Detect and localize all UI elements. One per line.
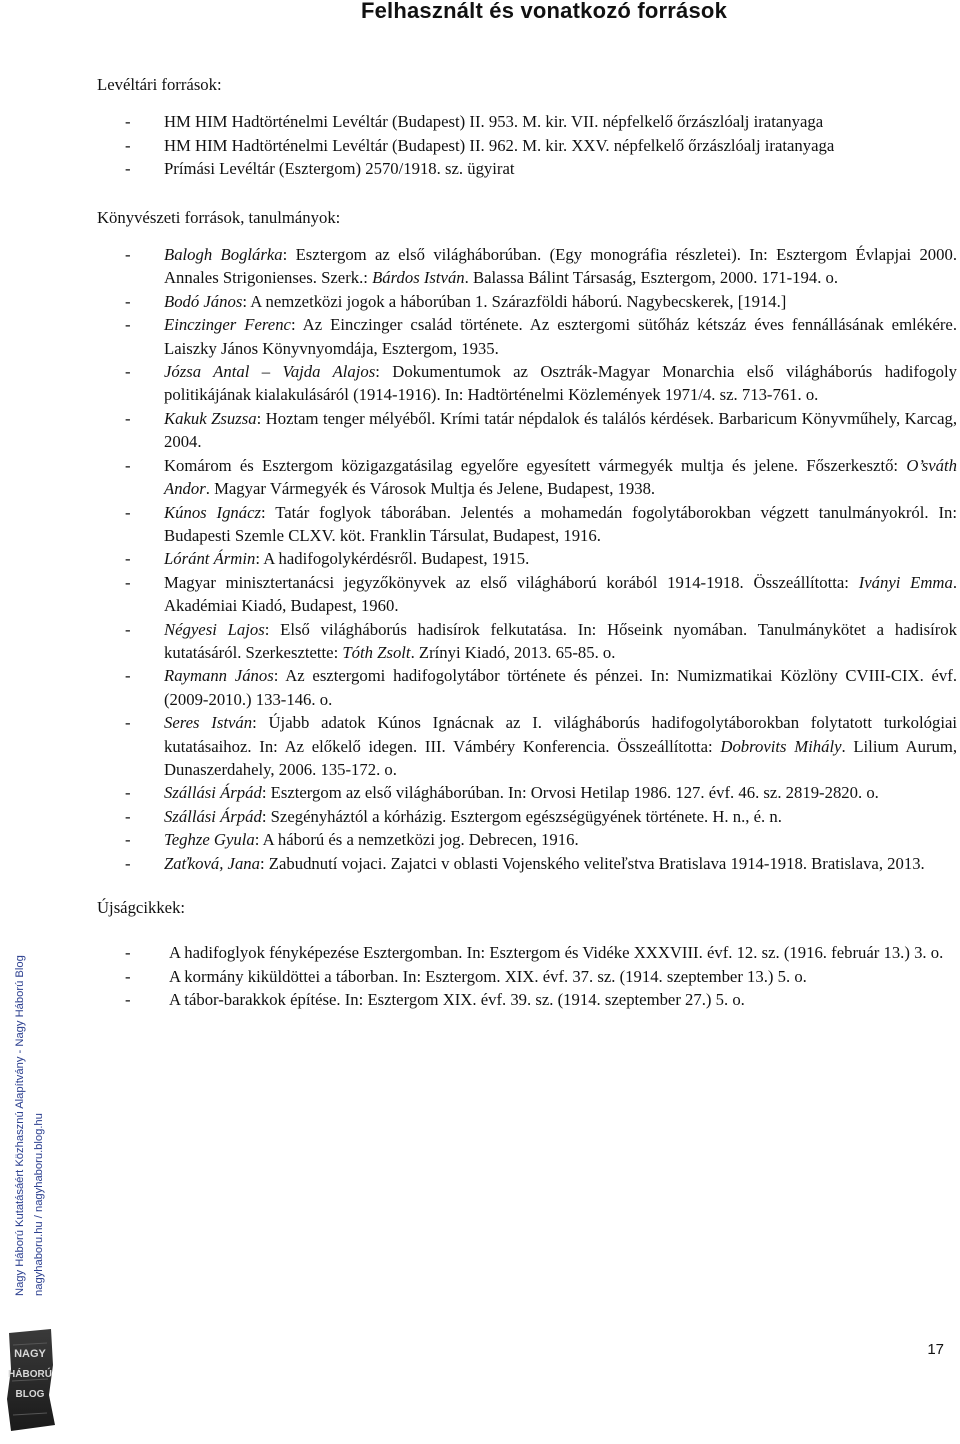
list-item: - HM HIM Hadtörténelmi Levéltár (Budapest) II. 953. M. kir. VII. népfelkelő őrzászlóalj iratanyaga [97,110,957,133]
author: Bodó János [164,291,243,311]
citation-tail: . Balassa Bálint Társaság, Esztergom, 2000. 171-194. o. [464,268,839,288]
author: Balogh Boglárka [164,245,283,265]
newspapers-list [97,941,957,1011]
list-item [97,618,957,665]
author: Szállási Árpád [164,783,262,803]
archival-list [97,110,957,180]
list-item [97,664,957,711]
logo-text-top: NAGY [14,1348,46,1360]
editor: Dobrovits Mihály [720,736,842,756]
citation: : Esztergom az első világháborúban. (Egy monográfia részletei). In: Esztergom Évlapjai 2000. Annales Strigonienses. Szerk.: [164,245,957,288]
list-item [97,407,957,454]
archival-heading: Levéltári források: [97,75,222,94]
citation: : Újabb adatok Kúnos Ignácnak az I. világháborús hadifogolytáborokban folytatott turkológiai kutatásaihoz. In: Az előkelő idegen. III. Vámbéry Konferencia. Összeállította: [164,713,957,756]
list-item [97,547,957,570]
citation: : Első világháborús hadisírok felkutatása. In: Hőseink nyomában. Tanulmánykötet a hadisírok kutatásáról. Szerkesztette: [164,619,957,662]
list-item: - Prímási Levéltár (Esztergom) 2570/1918. sz. ügyirat [97,157,957,180]
editor: Iványi Emma [858,572,953,592]
citation: Komárom és Esztergom közigazgatásilag egyelőre egyesített vármegyék multja és jelene. Főszerkesztő: [164,455,907,475]
nagy-haboru-logo-icon [3,1325,57,1435]
editor: O’sváth Andor [164,455,957,499]
newspapers-heading: Újságcikkek: [97,898,186,917]
list-item [97,243,957,290]
citation: : Esztergom az első világháborúban. In: Orvosi Hetilap 1986. 127. évf. 46. sz. 2819-2820. o. [261,783,879,803]
logo-text-bottom: BLOG [15,1389,45,1400]
author: Kúnos Ignácz [164,502,262,522]
list-item [97,711,957,781]
list-item [97,828,957,851]
citation: : A háború és a nemzetközi jog. Debrecen, 1916. [254,830,579,850]
sidebar-url-text: nagyhaboru.hu / nagyhaboru.blog.hu [33,1113,45,1296]
author: Szállási Árpád [164,806,262,826]
page-number: 17 [927,1341,944,1358]
citation-tail: . Magyar Vármegyék és Városok Multja és Jelene, Budapest, 1938. [205,479,656,499]
list-item [97,571,957,618]
list-item [97,805,957,828]
citation: Magyar minisztertanácsi jegyzőkönyvek az első világháború korából 1914-1918. Összeállította: [164,572,859,592]
citation: : Hoztam tenger mélyéből. Krími tatár népdalok és találós kérdések. Barbaricum Könyvműhely, Karcag, 2004. [164,408,957,452]
list-item [97,313,957,360]
list-item [97,501,957,548]
list-item [97,454,957,501]
list-item: - A tábor-barakkok építése. In: Esztergom XIX. évf. 39. sz. (1914. szeptember 27.) 5. o. [97,988,957,1011]
editor: Tóth Zsolt [342,642,411,662]
list-item [97,360,957,407]
author: Négyesi Lajos [164,619,265,639]
author: Kakuk Zsuzsa [164,408,257,428]
citation-tail: . Zrínyi Kiadó, 2013. 65-85. o. [410,642,616,662]
list-item [97,781,957,804]
author: Seres István [164,713,253,733]
author: Lóránt Ármin [164,549,256,569]
author: Einczinger Ferenc [164,315,291,335]
citation-tail: . Akadémiai Kiadó, Budapest, 1960. [164,572,957,616]
list-item [97,290,957,313]
citation-tail: . Lilium Aurum, Dunaszerdahely, 2006. 135-172. o. [164,736,957,779]
citation: : Szegényháztól a kórházig. Esztergom egészségügyének története. H. n., é. n. [261,806,782,826]
citation: : Az esztergomi hadifogolytábor története és pénzei. In: Numizmatikai Közlöny CVIII-CIX. évf. (2009-2010.) 133-146. o. [164,666,957,709]
list-item: - HM HIM Hadtörténelmi Levéltár (Budapest) II. 962. M. kir. XXV. népfelkelő őrzászlóalj iratanyaga [97,134,957,157]
author: Zaťková, Jana [164,853,260,873]
citation: : Zabudnutí vojaci. Zajatci v oblasti Vojenského veliteľstva Bratislava 1914-1918. Bratislava, 2013. [259,853,925,873]
list-item: - A hadifoglyok fényképezése Esztergomban. In: Esztergom és Vidéke XXXVIII. évf. 12. sz. (1916. február 13.) 3. o. [97,941,957,964]
list-item: - A kormány kiküldöttei a táborban. In: Esztergom. XIX. évf. 37. sz. (1914. szeptember 13.) 5. o. [97,965,957,988]
citation: : A nemzetközi jogok a háborúban 1. Szárazföldi háború. Nagybecskerek, [1914.] [242,291,787,311]
list-item [97,852,957,875]
editor: Bárdos István [372,268,465,288]
citation: : Tatár foglyok táborában. Jelentés a mohamedán fogolytáborokban végzett tanulmányokról. In: Budapesti Szemle CLXV. köt. Franklin Társulat, Budapest, 1916. [164,502,957,545]
author: Teghze Gyula [164,830,255,850]
logo-text-mid: HÁBORÚ [8,1369,52,1380]
citation: : A hadifogolykérdésről. Budapest, 1915. [255,549,530,569]
citation: : Dokumentumok az Osztrák-Magyar Monarchia első világháborús hadifogoly politikájának kialakulásáról (1914-1916). In: Hadtörténelmi Közlemények 1971/4. sz. 713-761. o. [164,362,957,405]
sidebar-foundation-text: Nagy Háború Kutatásáért Közhasznú Alapítvány - Nagy Háború Blog [14,955,26,1296]
author: Józsa Antal – Vajda Alajos [164,362,376,382]
citation: : Az Einczinger család története. Az esztergomi sütőház kétszáz éves fennállásának emlékére. Laiszky János Könyvnyomdája, Esztergom, 1935. [164,315,957,358]
page-title: Felhasznált és vonatkozó források [360,0,728,23]
books-heading: Könyvészeti források, tanulmányok: [97,207,341,227]
books-list [97,243,957,875]
bibliography [97,73,957,1012]
author: Raymann János [164,666,274,686]
